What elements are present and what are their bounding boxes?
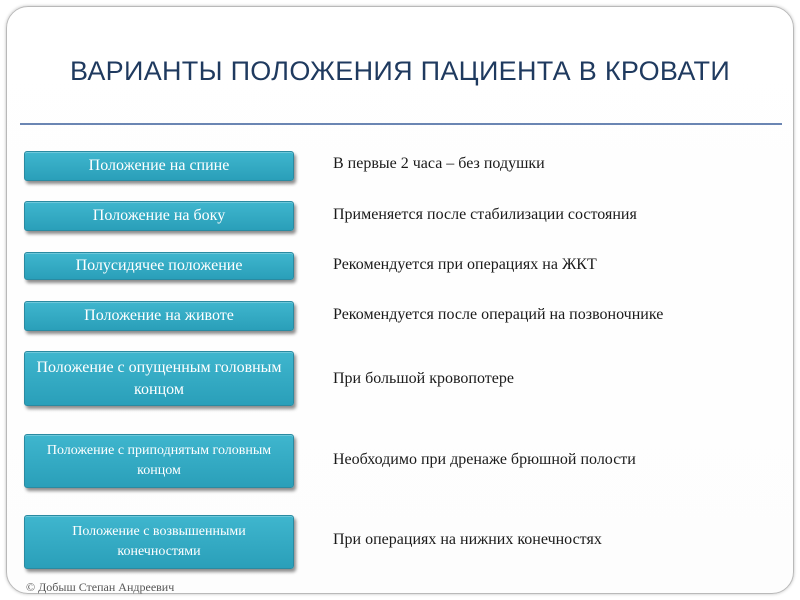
position-semi-sitting-button[interactable]: Полусидячее положение	[24, 252, 294, 280]
position-head-raised-button[interactable]: Положение с приподнятым головным концом	[24, 434, 294, 488]
copyright-footer: © Добыш Степан Андреевич	[26, 580, 175, 594]
title-divider	[20, 123, 782, 125]
position-head-lowered-button[interactable]: Положение с опущенным головным концом	[24, 351, 294, 406]
position-stomach-description: Рекомендуется после операций на позвоночнике	[333, 306, 664, 323]
slide-frame	[6, 6, 794, 594]
position-head-lowered-description: При большой кровопотере	[333, 370, 514, 387]
position-stomach-button[interactable]: Положение на животе	[24, 301, 294, 331]
position-head-raised-description: Необходимо при дренаже брюшной полости	[333, 451, 636, 468]
position-side-button[interactable]: Положение на боку	[24, 201, 294, 231]
slide-title: ВАРИАНТЫ ПОЛОЖЕНИЯ ПАЦИЕНТА В КРОВАТИ	[69, 56, 731, 86]
position-limbs-elevated-description: При операциях на нижних конечностях	[333, 531, 602, 548]
position-side-description: Применяется после стабилизации состояния	[333, 206, 637, 223]
position-semi-sitting-description: Рекомендуется при операциях на ЖКТ	[333, 256, 597, 273]
position-back-button[interactable]: Положение на спине	[24, 151, 294, 181]
position-limbs-elevated-button[interactable]: Положение с возвышенными конечностями	[24, 515, 294, 569]
position-back-description: В первые 2 часа – без подушки	[333, 155, 545, 172]
